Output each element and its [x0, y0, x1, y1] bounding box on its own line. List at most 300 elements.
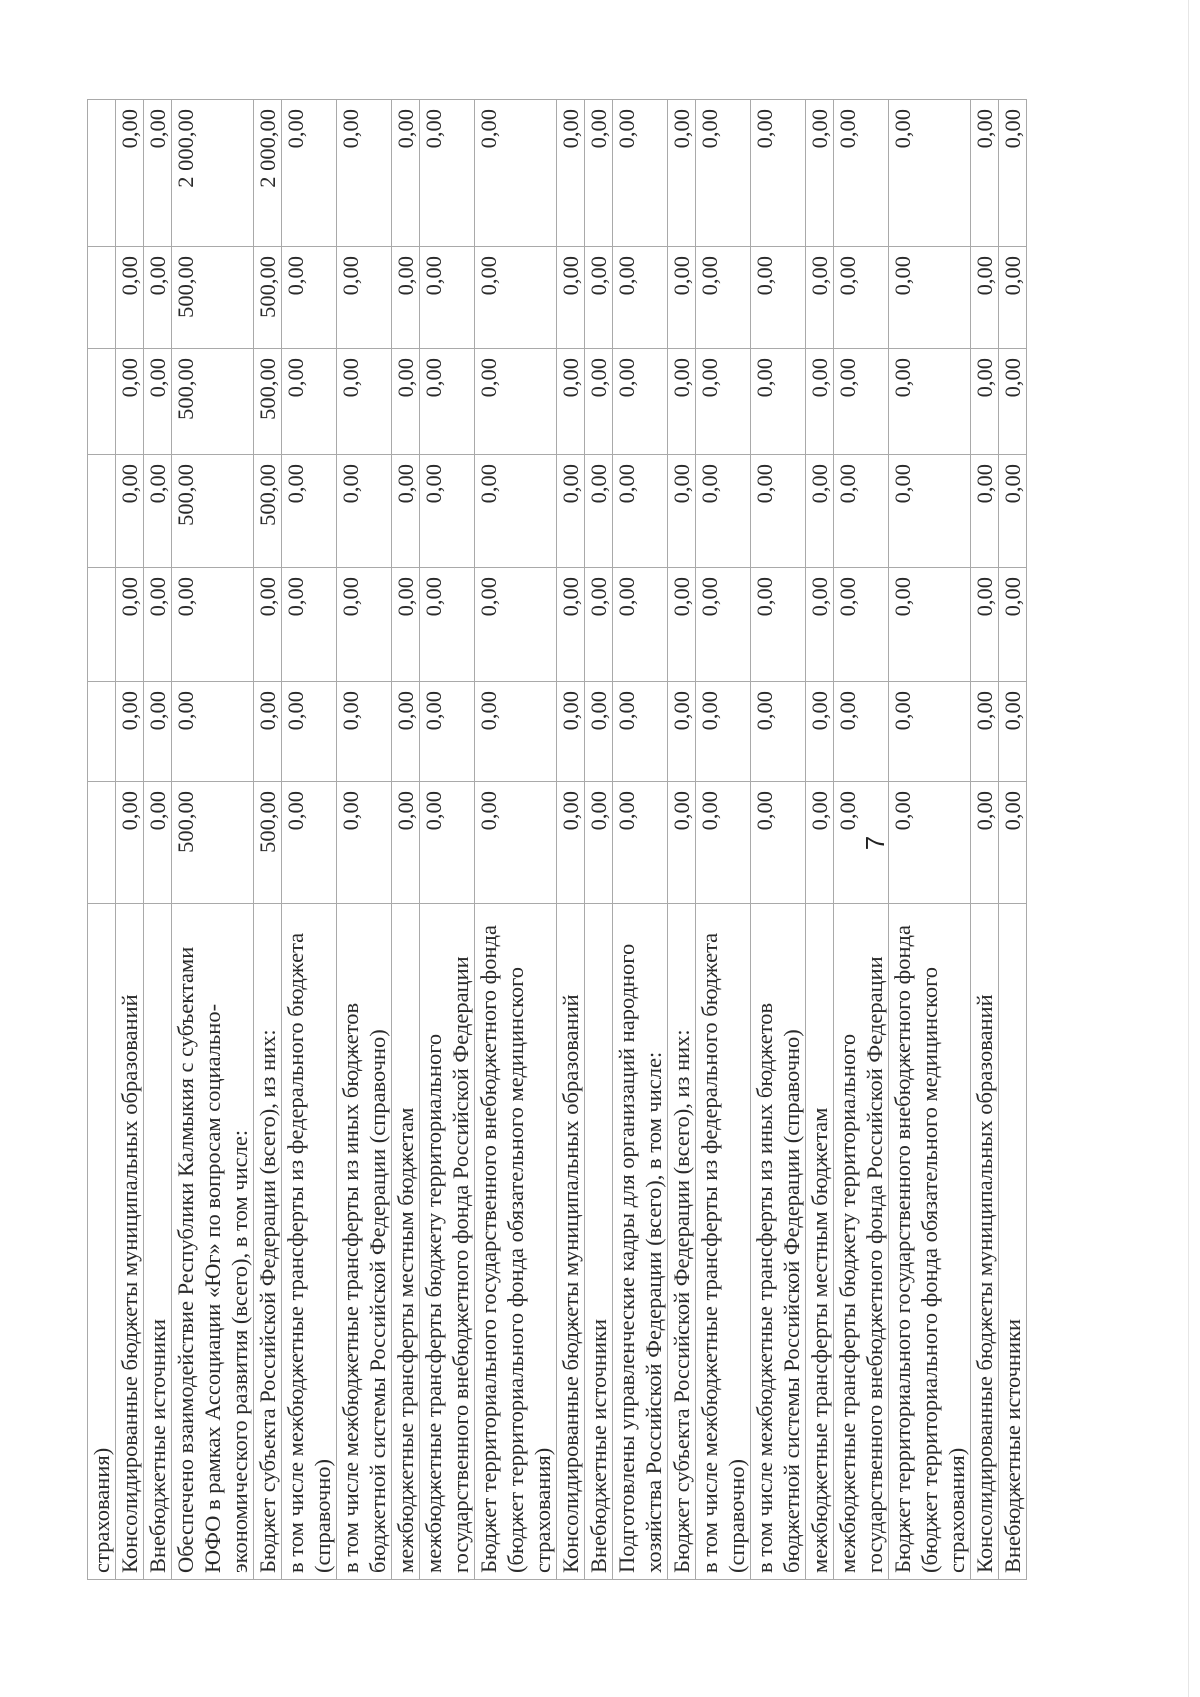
row-label — [889, 904, 971, 1580]
value-cell — [999, 247, 1027, 349]
value-text: 0,00 — [117, 256, 142, 296]
value-cell — [88, 247, 116, 349]
value-cell — [172, 455, 254, 568]
value-cell — [475, 247, 557, 349]
value-cell — [392, 349, 420, 455]
value-text: 0,00 — [558, 464, 583, 504]
value-cell — [806, 568, 834, 682]
value-text: 0,00 — [614, 791, 639, 831]
value-text: 0,00 — [338, 109, 363, 149]
value-cell — [585, 247, 613, 349]
value-cell — [420, 568, 475, 682]
value-cell — [806, 455, 834, 568]
value-cell — [971, 100, 999, 247]
row-label — [751, 904, 806, 1580]
value-cell — [834, 349, 889, 455]
value-text: 0,00 — [890, 464, 915, 504]
value-cell — [696, 568, 751, 682]
value-cell — [971, 782, 999, 904]
value-cell — [337, 682, 392, 782]
table-row — [806, 100, 834, 1580]
value-text: 500,00 — [173, 791, 198, 853]
value-text: 0,00 — [586, 109, 611, 149]
value-cell — [392, 100, 420, 247]
value-text: 500,00 — [255, 358, 280, 420]
value-text: 0,00 — [835, 109, 860, 149]
table-row — [116, 100, 144, 1580]
row-label-line: хозяйства Российской Федерации (всего), в том числе: — [641, 1051, 666, 1573]
value-text — [88, 577, 115, 675]
row-label — [254, 904, 282, 1580]
page-number: 7 — [860, 835, 890, 851]
value-text: 0,00 — [117, 109, 142, 149]
value-text: 0,00 — [972, 358, 997, 398]
value-cell — [254, 100, 282, 247]
value-cell — [337, 455, 392, 568]
table-row — [585, 100, 613, 1580]
value-text: 0,00 — [586, 791, 611, 831]
value-cell — [420, 682, 475, 782]
value-cell — [337, 782, 392, 904]
value-cell — [696, 782, 751, 904]
value-cell — [557, 568, 585, 682]
value-text: 0,00 — [752, 256, 777, 296]
value-text: 0,00 — [421, 256, 446, 296]
value-text — [88, 691, 115, 775]
value-text: 0,00 — [835, 691, 860, 731]
value-cell — [585, 568, 613, 682]
value-text: 0,00 — [614, 109, 639, 149]
value-text: 0,00 — [586, 464, 611, 504]
value-cell — [806, 100, 834, 247]
row-label — [144, 904, 172, 1580]
value-cell — [144, 782, 172, 904]
row-label — [585, 904, 613, 1580]
value-cell — [668, 349, 696, 455]
value-text: 0,00 — [283, 691, 308, 731]
table-row — [282, 100, 337, 1580]
value-text: 0,00 — [283, 577, 308, 617]
value-text: 500,00 — [255, 464, 280, 526]
value-text: 0,00 — [476, 464, 501, 504]
value-cell — [751, 100, 806, 247]
value-cell — [254, 782, 282, 904]
value-cell — [971, 568, 999, 682]
value-text: 0,00 — [421, 109, 446, 149]
row-label-line: (бюджет территориального фонда обязательного медицинского — [917, 966, 942, 1573]
table-row — [557, 100, 585, 1580]
row-label-line: государственного внебюджетного фонда Российской Федерации — [862, 956, 887, 1573]
value-cell — [613, 455, 668, 568]
value-cell — [420, 455, 475, 568]
value-text: 0,00 — [669, 358, 694, 398]
value-cell — [585, 682, 613, 782]
value-text: 0,00 — [697, 464, 722, 504]
value-cell — [172, 682, 254, 782]
value-cell — [613, 100, 668, 247]
value-cell — [116, 349, 144, 455]
value-cell — [668, 782, 696, 904]
value-text: 0,00 — [890, 791, 915, 831]
value-text: 0,00 — [476, 109, 501, 149]
value-cell — [971, 455, 999, 568]
value-cell — [999, 100, 1027, 247]
row-label-line: в том числе межбюджетные трансферты из иных бюджетов — [338, 1002, 363, 1573]
value-cell — [889, 682, 971, 782]
value-cell — [88, 682, 116, 782]
value-text: 0,00 — [1000, 256, 1025, 296]
value-text: 0,00 — [669, 464, 694, 504]
value-text: 0,00 — [338, 464, 363, 504]
value-cell — [420, 100, 475, 247]
value-text: 0,00 — [807, 109, 832, 149]
value-cell — [116, 100, 144, 247]
table-row — [337, 100, 392, 1580]
value-text: 0,00 — [476, 691, 501, 731]
value-text: 0,00 — [283, 791, 308, 831]
value-cell — [392, 247, 420, 349]
value-text: 0,00 — [393, 691, 418, 731]
row-label-line: Подготовлены управленческие кадры для организаций народного — [614, 943, 639, 1573]
value-cell — [116, 455, 144, 568]
value-cell — [254, 349, 282, 455]
value-cell — [144, 247, 172, 349]
value-cell — [475, 100, 557, 247]
value-text: 0,00 — [145, 109, 170, 149]
value-text: 0,00 — [421, 577, 446, 617]
value-text: 0,00 — [558, 109, 583, 149]
value-text: 0,00 — [890, 691, 915, 731]
value-cell — [172, 247, 254, 349]
value-text: 0,00 — [255, 577, 280, 617]
value-cell — [613, 568, 668, 682]
value-text: 0,00 — [145, 358, 170, 398]
value-text: 0,00 — [117, 691, 142, 731]
value-cell — [116, 682, 144, 782]
value-cell — [337, 100, 392, 247]
table-row — [999, 100, 1027, 1580]
value-cell — [337, 247, 392, 349]
value-cell — [144, 455, 172, 568]
value-text: 0,00 — [421, 691, 446, 731]
row-label-line: Обеспечено взаимодействие Республики Калмыкия с субъектами — [173, 946, 198, 1573]
row-label-line: Консолидированные бюджеты муниципальных образований — [558, 994, 583, 1573]
value-cell — [144, 568, 172, 682]
row-label-line: Внебюджетные источники — [586, 1318, 611, 1573]
value-cell — [668, 455, 696, 568]
value-text: 500,00 — [255, 256, 280, 318]
value-cell — [392, 682, 420, 782]
value-text: 0,00 — [835, 791, 860, 831]
value-cell — [696, 349, 751, 455]
row-label-line: (справочно) — [310, 1459, 335, 1573]
value-text: 0,00 — [1000, 577, 1025, 617]
value-cell — [613, 349, 668, 455]
table-row — [392, 100, 420, 1580]
row-label — [806, 904, 834, 1580]
value-text — [88, 791, 115, 897]
value-cell — [889, 568, 971, 682]
value-text: 0,00 — [393, 256, 418, 296]
value-text: 0,00 — [890, 109, 915, 149]
row-label-line: страхования) — [944, 1447, 969, 1573]
value-text: 0,00 — [421, 358, 446, 398]
value-text: 0,00 — [669, 691, 694, 731]
value-cell — [834, 682, 889, 782]
row-label — [475, 904, 557, 1580]
row-label — [88, 904, 116, 1580]
table-row — [751, 100, 806, 1580]
value-text: 0,00 — [476, 358, 501, 398]
value-cell — [585, 782, 613, 904]
value-cell — [971, 349, 999, 455]
value-cell — [144, 349, 172, 455]
value-cell — [613, 247, 668, 349]
value-cell — [392, 455, 420, 568]
row-label-line: (бюджет территориального фонда обязательного медицинского — [503, 966, 528, 1573]
value-text: 0,00 — [835, 577, 860, 617]
value-cell — [475, 349, 557, 455]
value-text: 0,00 — [393, 464, 418, 504]
table-row — [668, 100, 696, 1580]
value-cell — [88, 782, 116, 904]
row-label-line: экономического развития (всего), в том числе: — [227, 1129, 252, 1573]
value-text: 0,00 — [283, 358, 308, 398]
value-cell — [834, 100, 889, 247]
value-text: 0,00 — [835, 358, 860, 398]
row-label-line: Внебюджетные источники — [145, 1318, 170, 1573]
value-text: 0,00 — [338, 791, 363, 831]
value-text: 0,00 — [697, 691, 722, 731]
value-text: 0,00 — [255, 691, 280, 731]
value-text: 0,00 — [614, 577, 639, 617]
value-text: 0,00 — [586, 691, 611, 731]
value-cell — [337, 349, 392, 455]
value-text: 0,00 — [145, 691, 170, 731]
row-label-line: Бюджет территориального государственного внебюджетного фонда — [890, 925, 915, 1573]
value-text: 0,00 — [338, 577, 363, 617]
value-text: 0,00 — [835, 256, 860, 296]
value-cell — [282, 568, 337, 682]
row-label — [971, 904, 999, 1580]
value-cell — [88, 455, 116, 568]
value-text: 0,00 — [173, 691, 198, 731]
value-cell — [668, 568, 696, 682]
value-cell — [834, 247, 889, 349]
value-cell — [88, 100, 116, 247]
table-row — [172, 100, 254, 1580]
row-label-line: в том числе межбюджетные трансферты из федерального бюджета — [283, 932, 308, 1573]
row-label — [116, 904, 144, 1580]
value-text: 0,00 — [393, 577, 418, 617]
value-cell — [613, 682, 668, 782]
value-text: 0,00 — [752, 358, 777, 398]
value-cell — [557, 247, 585, 349]
value-cell — [751, 455, 806, 568]
value-text: 0,00 — [421, 464, 446, 504]
value-text: 0,00 — [614, 256, 639, 296]
row-label-line: в том числе межбюджетные трансферты из иных бюджетов — [752, 1002, 777, 1573]
value-text: 0,00 — [145, 464, 170, 504]
value-text: 0,00 — [558, 358, 583, 398]
value-cell — [557, 349, 585, 455]
value-text: 0,00 — [283, 464, 308, 504]
row-label — [337, 904, 392, 1580]
row-label-line: государственного внебюджетного фонда Российской Федерации — [448, 956, 473, 1573]
table-row — [696, 100, 751, 1580]
row-label — [392, 904, 420, 1580]
value-text: 0,00 — [697, 358, 722, 398]
value-cell — [585, 100, 613, 247]
value-text: 0,00 — [338, 358, 363, 398]
value-cell — [475, 455, 557, 568]
row-label-line: Внебюджетные источники — [1000, 1318, 1025, 1573]
value-cell — [806, 247, 834, 349]
value-cell — [668, 682, 696, 782]
value-cell — [282, 247, 337, 349]
value-cell — [751, 782, 806, 904]
value-cell — [337, 568, 392, 682]
value-text: 0,00 — [807, 358, 832, 398]
value-cell — [585, 455, 613, 568]
value-text: 0,00 — [173, 577, 198, 617]
value-text: 0,00 — [145, 577, 170, 617]
value-cell — [834, 455, 889, 568]
value-text: 0,00 — [1000, 109, 1025, 149]
value-text: 0,00 — [614, 464, 639, 504]
value-cell — [889, 455, 971, 568]
table-row — [475, 100, 557, 1580]
value-text: 0,00 — [972, 691, 997, 731]
value-text: 0,00 — [1000, 791, 1025, 831]
value-text: 0,00 — [807, 256, 832, 296]
value-cell — [282, 455, 337, 568]
value-text: 0,00 — [752, 791, 777, 831]
value-cell — [282, 349, 337, 455]
row-label — [420, 904, 475, 1580]
value-cell — [116, 247, 144, 349]
value-text: 0,00 — [558, 577, 583, 617]
value-text: 0,00 — [697, 577, 722, 617]
value-text: 0,00 — [558, 791, 583, 831]
value-text: 0,00 — [393, 791, 418, 831]
value-text: 2 000,00 — [173, 109, 198, 188]
value-cell — [696, 455, 751, 568]
value-text: 0,00 — [145, 256, 170, 296]
value-text — [88, 256, 115, 342]
row-label-line: межбюджетные трансферты местным бюджетам — [807, 1107, 832, 1573]
value-cell — [668, 100, 696, 247]
value-cell — [172, 349, 254, 455]
value-text: 500,00 — [173, 256, 198, 318]
value-text: 0,00 — [972, 109, 997, 149]
value-text: 0,00 — [972, 791, 997, 831]
value-cell — [751, 349, 806, 455]
value-cell — [889, 100, 971, 247]
value-cell — [999, 782, 1027, 904]
value-text: 0,00 — [807, 691, 832, 731]
row-label-line: бюджетной системы Российской Федерации (справочно) — [779, 1029, 804, 1573]
value-cell — [557, 100, 585, 247]
value-text: 0,00 — [586, 577, 611, 617]
value-cell — [144, 682, 172, 782]
value-text: 0,00 — [145, 791, 170, 831]
value-text: 0,00 — [1000, 464, 1025, 504]
row-label-line: страхования) — [89, 1447, 114, 1573]
row-label — [613, 904, 668, 1580]
value-text: 0,00 — [558, 256, 583, 296]
row-label-line: (справочно) — [724, 1459, 749, 1573]
value-text: 0,00 — [752, 464, 777, 504]
row-label — [282, 904, 337, 1580]
value-cell — [999, 682, 1027, 782]
value-text: 500,00 — [173, 358, 198, 420]
value-cell — [696, 247, 751, 349]
value-text: 0,00 — [890, 358, 915, 398]
value-text — [88, 464, 115, 561]
value-cell — [172, 568, 254, 682]
value-cell — [971, 682, 999, 782]
row-label — [668, 904, 696, 1580]
table-row — [420, 100, 475, 1580]
value-text: 0,00 — [117, 791, 142, 831]
value-cell — [254, 247, 282, 349]
scan-edge-line — [1188, 0, 1189, 1697]
value-text: 0,00 — [1000, 691, 1025, 731]
value-text: 0,00 — [586, 358, 611, 398]
value-cell — [834, 568, 889, 682]
value-text: 0,00 — [972, 577, 997, 617]
rotated-page-content — [87, 100, 1047, 1580]
value-text: 0,00 — [476, 791, 501, 831]
value-text: 0,00 — [697, 256, 722, 296]
row-label-line: Бюджет субъекта Российской Федерации (всего), из них: — [255, 1029, 280, 1573]
value-cell — [475, 568, 557, 682]
value-cell — [585, 349, 613, 455]
value-cell — [971, 247, 999, 349]
value-text: 0,00 — [586, 256, 611, 296]
value-cell — [806, 349, 834, 455]
row-label — [834, 904, 889, 1580]
value-text: 0,00 — [972, 256, 997, 296]
table-row — [254, 100, 282, 1580]
value-cell — [613, 782, 668, 904]
value-cell — [889, 782, 971, 904]
row-label — [172, 904, 254, 1580]
value-text — [88, 358, 115, 448]
value-cell — [144, 100, 172, 247]
value-text: 0,00 — [972, 464, 997, 504]
row-label-line: межбюджетные трансферты бюджету территориального — [421, 1033, 446, 1573]
value-cell — [696, 100, 751, 247]
value-text: 2 000,00 — [255, 109, 280, 188]
value-cell — [557, 682, 585, 782]
row-label-line: в том числе межбюджетные трансферты из федерального бюджета — [697, 932, 722, 1573]
value-cell — [475, 682, 557, 782]
value-cell — [889, 247, 971, 349]
value-cell — [751, 682, 806, 782]
value-cell — [557, 455, 585, 568]
value-text: 0,00 — [752, 109, 777, 149]
table-row — [613, 100, 668, 1580]
value-cell — [668, 247, 696, 349]
value-text: 0,00 — [283, 256, 308, 296]
value-text: 0,00 — [476, 256, 501, 296]
value-text: 0,00 — [752, 691, 777, 731]
value-cell — [999, 455, 1027, 568]
row-label-line: межбюджетные трансферты местным бюджетам — [393, 1107, 418, 1573]
value-text: 0,00 — [807, 464, 832, 504]
